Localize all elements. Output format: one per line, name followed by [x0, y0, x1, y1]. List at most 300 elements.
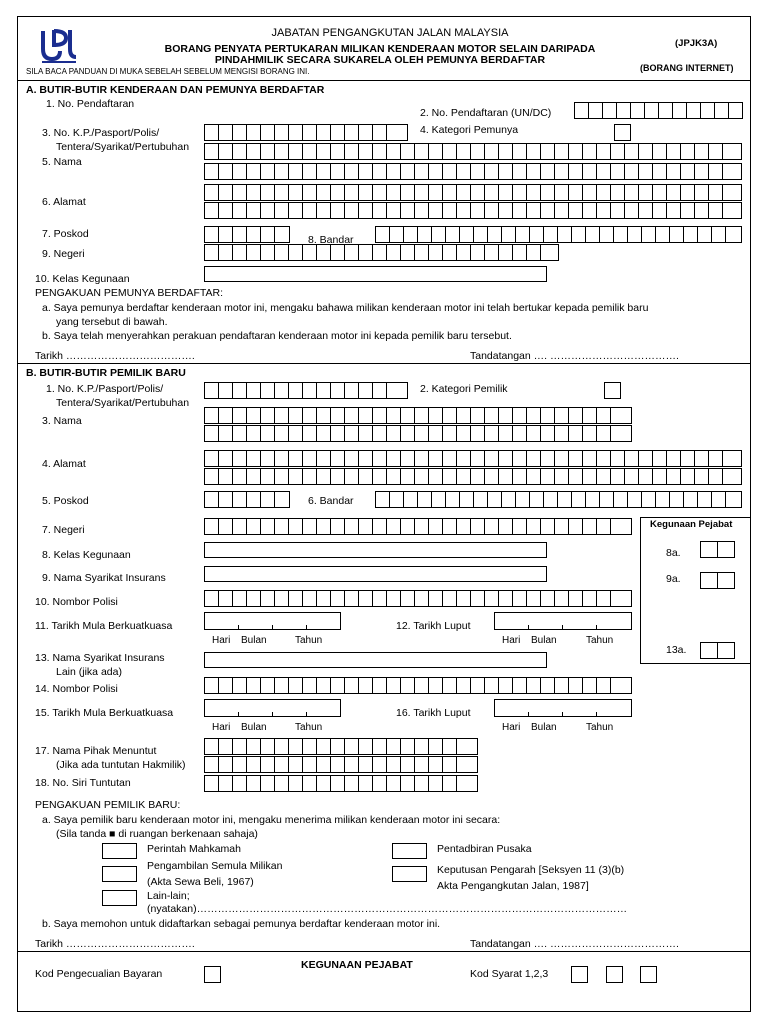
char-cell [317, 144, 331, 159]
char-cell [418, 227, 432, 242]
a-state-input[interactable] [204, 244, 559, 261]
char-cell [639, 469, 653, 484]
char-cell [373, 426, 387, 441]
char-cell [247, 383, 261, 398]
char-cell [603, 103, 617, 118]
char-cell [331, 185, 345, 200]
opt-others-specify[interactable]: (nyatakan)…………………………………………………………………………………………………………… [147, 903, 628, 915]
char-cell [219, 591, 233, 606]
char-cell [639, 451, 653, 466]
b-ic-input[interactable] [204, 382, 408, 399]
char-cell [373, 185, 387, 200]
char-cell [275, 164, 289, 179]
char-cell [303, 164, 317, 179]
b-usage-input[interactable] [204, 542, 547, 558]
char-cell [687, 103, 701, 118]
form-title-2: PINDAHMILIK SECARA SUKARELA OLEH PEMUNYA BERDAFTAR [214, 54, 546, 66]
char-cell [429, 245, 443, 260]
char-cell [233, 757, 247, 772]
char-cell [695, 164, 709, 179]
opt-others-checkbox[interactable] [102, 890, 137, 906]
char-cell [415, 203, 429, 218]
char-cell [457, 591, 471, 606]
b-address-input-1[interactable] [204, 450, 742, 467]
char-cell [247, 164, 261, 179]
char-cell [359, 776, 373, 791]
char-cell [513, 678, 527, 693]
char-cell [718, 542, 735, 557]
char-cell [317, 757, 331, 772]
char-cell [443, 164, 457, 179]
char-cell [457, 776, 471, 791]
char-cell [275, 739, 289, 754]
opt-court-order-checkbox[interactable] [102, 843, 137, 859]
char-cell [261, 469, 275, 484]
char-cell [415, 245, 429, 260]
char-cell [219, 164, 233, 179]
char-cell [219, 776, 233, 791]
char-cell [499, 144, 513, 159]
char-cell [488, 227, 502, 242]
char-cell [701, 542, 718, 557]
char-cell [569, 519, 583, 534]
char-cell [303, 469, 317, 484]
char-cell [583, 203, 597, 218]
char-cell [723, 144, 737, 159]
char-cell [443, 469, 457, 484]
char-cell [415, 164, 429, 179]
char-cell [303, 451, 317, 466]
char-cell [471, 591, 485, 606]
char-cell [387, 678, 401, 693]
char-cell [527, 678, 541, 693]
char-cell [219, 469, 233, 484]
char-cell [303, 383, 317, 398]
char-cell [261, 144, 275, 159]
char-cell [516, 227, 530, 242]
char-cell [614, 492, 628, 507]
char-cell [415, 185, 429, 200]
char-cell [275, 426, 289, 441]
a-city-input[interactable] [375, 226, 742, 243]
char-cell [558, 227, 572, 242]
a-f7-label: 7. Poskod [42, 228, 89, 240]
char-cell [275, 757, 289, 772]
office-9a-label: 9a. [666, 573, 681, 585]
b-f3-label: 3. Nama [42, 415, 82, 427]
char-cell [611, 144, 625, 159]
char-cell [499, 164, 513, 179]
char-cell [247, 185, 261, 200]
char-cell [432, 492, 446, 507]
b-policy2-input[interactable] [204, 677, 632, 694]
divider [17, 80, 751, 81]
char-cell [429, 776, 443, 791]
office-13a-input[interactable] [700, 642, 735, 659]
b-f6-label: 6. Bandar [308, 495, 354, 507]
char-cell [387, 125, 401, 140]
b-policy-input[interactable] [204, 590, 632, 607]
char-cell [443, 144, 457, 159]
b-tahun-2: Tahun [586, 635, 614, 646]
char-cell [275, 519, 289, 534]
char-cell [331, 591, 345, 606]
a-signature[interactable]: Tandatangan …. ………………………………. [470, 350, 679, 362]
char-cell [390, 227, 404, 242]
char-cell [345, 245, 359, 260]
char-cell [205, 408, 219, 423]
char-cell [289, 383, 303, 398]
char-cell [628, 492, 642, 507]
date-separator [562, 712, 563, 717]
char-cell [345, 408, 359, 423]
b-category-input[interactable] [604, 382, 621, 399]
divider [17, 951, 751, 952]
char-cell [541, 426, 555, 441]
char-cell [303, 519, 317, 534]
char-cell [485, 469, 499, 484]
char-cell [695, 185, 709, 200]
office-use-title: Kegunaan Pejabat [650, 519, 733, 530]
char-cell [261, 426, 275, 441]
char-cell [415, 451, 429, 466]
char-cell [499, 185, 513, 200]
char-cell [415, 776, 429, 791]
b-postcode-input[interactable] [204, 491, 290, 508]
b-hari-1: Hari [212, 635, 231, 646]
char-cell [275, 451, 289, 466]
char-cell [600, 227, 614, 242]
office-8a-input[interactable] [700, 541, 735, 558]
b-city-input[interactable] [375, 491, 742, 508]
char-cell [373, 144, 387, 159]
char-cell [597, 451, 611, 466]
a-f9-label: 9. Negeri [42, 248, 85, 260]
b-bulan-3: Bulan [241, 722, 267, 733]
b-name-input-2[interactable] [204, 425, 632, 442]
char-cell [233, 591, 247, 606]
char-cell [471, 408, 485, 423]
char-cell [345, 383, 359, 398]
b-ack-a-2: (Sila tanda ■ di ruangan berkenaan sahaja) [56, 828, 258, 840]
char-cell [471, 519, 485, 534]
char-cell [275, 125, 289, 140]
char-cell [597, 185, 611, 200]
b-insurer-input[interactable] [204, 566, 547, 582]
char-cell [317, 519, 331, 534]
b-claimant-input-1[interactable] [204, 738, 478, 755]
char-cell [625, 203, 639, 218]
char-cell [219, 144, 233, 159]
char-cell [709, 164, 723, 179]
char-cell [659, 103, 673, 118]
char-cell [485, 426, 499, 441]
char-cell [219, 125, 233, 140]
char-cell [572, 227, 586, 242]
char-cell [656, 492, 670, 507]
char-cell [555, 451, 569, 466]
char-cell [261, 492, 275, 507]
b-insurer2-input[interactable] [204, 652, 547, 668]
footer-syarat-3-input[interactable] [640, 966, 657, 983]
char-cell [289, 469, 303, 484]
char-cell [443, 591, 457, 606]
b-bulan-1: Bulan [241, 635, 267, 646]
opt-director-label: Keputusan Pengarah [Seksyen 11 (3)(b) [437, 864, 625, 876]
char-cell [572, 492, 586, 507]
char-cell [359, 125, 373, 140]
char-cell [415, 519, 429, 534]
b-f2-label: 2. Kategori Pemilik [420, 383, 508, 395]
opt-repossession-checkbox[interactable] [102, 866, 137, 882]
char-cell [723, 203, 737, 218]
char-cell [219, 383, 233, 398]
char-cell [499, 519, 513, 534]
char-cell [359, 469, 373, 484]
char-cell [656, 227, 670, 242]
char-cell [387, 591, 401, 606]
char-cell [681, 469, 695, 484]
char-cell [387, 164, 401, 179]
char-cell [569, 426, 583, 441]
a-ic-input[interactable] [204, 124, 408, 141]
date-separator [562, 625, 563, 630]
char-cell [569, 469, 583, 484]
char-cell [628, 227, 642, 242]
char-cell [555, 185, 569, 200]
char-cell [555, 164, 569, 179]
char-cell [345, 203, 359, 218]
char-cell [429, 164, 443, 179]
char-cell [345, 776, 359, 791]
a-f3-label-2: Tentera/Syarikat/Pertubuhan [56, 141, 190, 153]
char-cell [317, 245, 331, 260]
a-unic-input[interactable] [574, 102, 743, 119]
char-cell [303, 245, 317, 260]
char-cell [261, 757, 275, 772]
opt-director-checkbox[interactable] [392, 866, 427, 882]
b-expiry-date-1-input[interactable] [494, 612, 632, 630]
char-cell [513, 519, 527, 534]
char-cell [247, 591, 261, 606]
char-cell [485, 678, 499, 693]
char-cell [709, 203, 723, 218]
char-cell [219, 426, 233, 441]
a-date[interactable]: Tarikh ………………………………. [35, 350, 195, 362]
char-cell [667, 469, 681, 484]
char-cell [583, 144, 597, 159]
char-cell [205, 125, 219, 140]
char-cell [614, 227, 628, 242]
char-cell [653, 164, 667, 179]
char-cell [457, 408, 471, 423]
char-cell [205, 144, 219, 159]
b-claimant-input-2[interactable] [204, 756, 478, 773]
b-state-input[interactable] [204, 518, 632, 535]
char-cell [583, 678, 597, 693]
char-cell [443, 739, 457, 754]
char-cell [726, 227, 740, 242]
char-cell [569, 164, 583, 179]
char-cell [401, 678, 415, 693]
date-separator [238, 625, 239, 630]
char-cell [485, 408, 499, 423]
char-cell [415, 757, 429, 772]
a-address-input-2[interactable] [204, 202, 742, 219]
char-cell [611, 678, 625, 693]
char-cell [667, 144, 681, 159]
char-cell [499, 203, 513, 218]
char-cell [317, 451, 331, 466]
char-cell [558, 492, 572, 507]
char-cell [639, 203, 653, 218]
footer-syarat-2-input[interactable] [606, 966, 623, 983]
char-cell [443, 519, 457, 534]
b-ack-a-1: a. Saya pemilik baru kenderaan motor ini, mengaku menerima milikan kenderaan motor ini secara: [42, 814, 501, 826]
char-cell [695, 144, 709, 159]
char-cell [289, 203, 303, 218]
char-cell [387, 185, 401, 200]
char-cell [709, 451, 723, 466]
char-cell [429, 203, 443, 218]
a-f10-label: 10. Kelas Kegunaan [35, 273, 130, 285]
a-address-input-1[interactable] [204, 184, 742, 201]
char-cell [457, 203, 471, 218]
char-cell [583, 185, 597, 200]
char-cell [583, 408, 597, 423]
b-f13-label-2: Lain (jika ada) [56, 666, 122, 678]
char-cell [205, 203, 219, 218]
footer-syarat-1-input[interactable] [571, 966, 588, 983]
a-name-input-1[interactable] [204, 143, 742, 160]
date-separator [238, 712, 239, 717]
char-cell [530, 227, 544, 242]
char-cell [625, 144, 639, 159]
a-usage-input[interactable] [204, 266, 547, 282]
char-cell [631, 103, 645, 118]
char-cell [401, 203, 415, 218]
char-cell [219, 408, 233, 423]
char-cell [695, 451, 709, 466]
char-cell [387, 383, 401, 398]
char-cell [709, 185, 723, 200]
char-cell [513, 426, 527, 441]
b-hari-3: Hari [212, 722, 231, 733]
opt-director-label-2: Akta Pengangkutan Jalan, 1987] [437, 880, 589, 892]
opt-estate-checkbox[interactable] [392, 843, 427, 859]
char-cell [205, 776, 219, 791]
a-name-input-2[interactable] [204, 163, 742, 180]
b-f15-label: 15. Tarikh Mula Berkuatkuasa [35, 707, 174, 719]
char-cell [317, 426, 331, 441]
char-cell [569, 408, 583, 423]
char-cell [544, 492, 558, 507]
char-cell [457, 519, 471, 534]
footer-exempt-input[interactable] [204, 966, 221, 983]
char-cell [653, 451, 667, 466]
char-cell [555, 144, 569, 159]
char-cell [275, 144, 289, 159]
char-cell [653, 203, 667, 218]
a-f8-label: 8. Bandar [308, 234, 354, 246]
char-cell [471, 203, 485, 218]
a-postcode-input[interactable] [204, 226, 290, 243]
char-cell [317, 678, 331, 693]
char-cell [303, 408, 317, 423]
char-cell [387, 144, 401, 159]
char-cell [617, 103, 631, 118]
b-address-input-2[interactable] [204, 468, 742, 485]
char-cell [317, 164, 331, 179]
char-cell [625, 469, 639, 484]
b-claim-serial-input[interactable] [204, 775, 478, 792]
office-9a-input[interactable] [700, 572, 735, 589]
char-cell [670, 227, 684, 242]
b-bulan-4: Bulan [531, 722, 557, 733]
b-name-input-1[interactable] [204, 407, 632, 424]
char-cell [443, 678, 457, 693]
char-cell [701, 643, 718, 658]
char-cell [219, 739, 233, 754]
char-cell [247, 227, 261, 242]
char-cell [471, 426, 485, 441]
opt-others-label: Lain-lain; [147, 890, 190, 902]
char-cell [541, 144, 555, 159]
char-cell [233, 125, 247, 140]
char-cell [698, 227, 712, 242]
char-cell [597, 203, 611, 218]
char-cell [457, 451, 471, 466]
char-cell [401, 776, 415, 791]
char-cell [373, 408, 387, 423]
char-cell [205, 757, 219, 772]
char-cell [597, 164, 611, 179]
char-cell [527, 519, 541, 534]
char-cell [289, 776, 303, 791]
b-signature[interactable]: Tandatangan …. ………………………………. [470, 938, 679, 950]
char-cell [317, 776, 331, 791]
char-cell [471, 164, 485, 179]
char-cell [275, 591, 289, 606]
char-cell [701, 103, 715, 118]
char-cell [530, 492, 544, 507]
char-cell [527, 408, 541, 423]
char-cell [611, 451, 625, 466]
a-ack-a-2: yang tersebut di bawah. [56, 316, 168, 328]
char-cell [359, 144, 373, 159]
char-cell [331, 426, 345, 441]
char-cell [261, 185, 275, 200]
char-cell [541, 519, 555, 534]
char-cell [289, 451, 303, 466]
char-cell [575, 103, 589, 118]
a-category-input[interactable] [614, 124, 631, 141]
char-cell [205, 426, 219, 441]
b-date[interactable]: Tarikh ………………………………. [35, 938, 195, 950]
char-cell [443, 185, 457, 200]
date-separator [528, 712, 529, 717]
char-cell [695, 469, 709, 484]
char-cell [555, 678, 569, 693]
b-expiry-date-2-input[interactable] [494, 699, 632, 717]
char-cell [586, 492, 600, 507]
char-cell [359, 185, 373, 200]
char-cell [569, 203, 583, 218]
char-cell [401, 519, 415, 534]
char-cell [471, 144, 485, 159]
char-cell [233, 227, 247, 242]
char-cell [205, 492, 219, 507]
